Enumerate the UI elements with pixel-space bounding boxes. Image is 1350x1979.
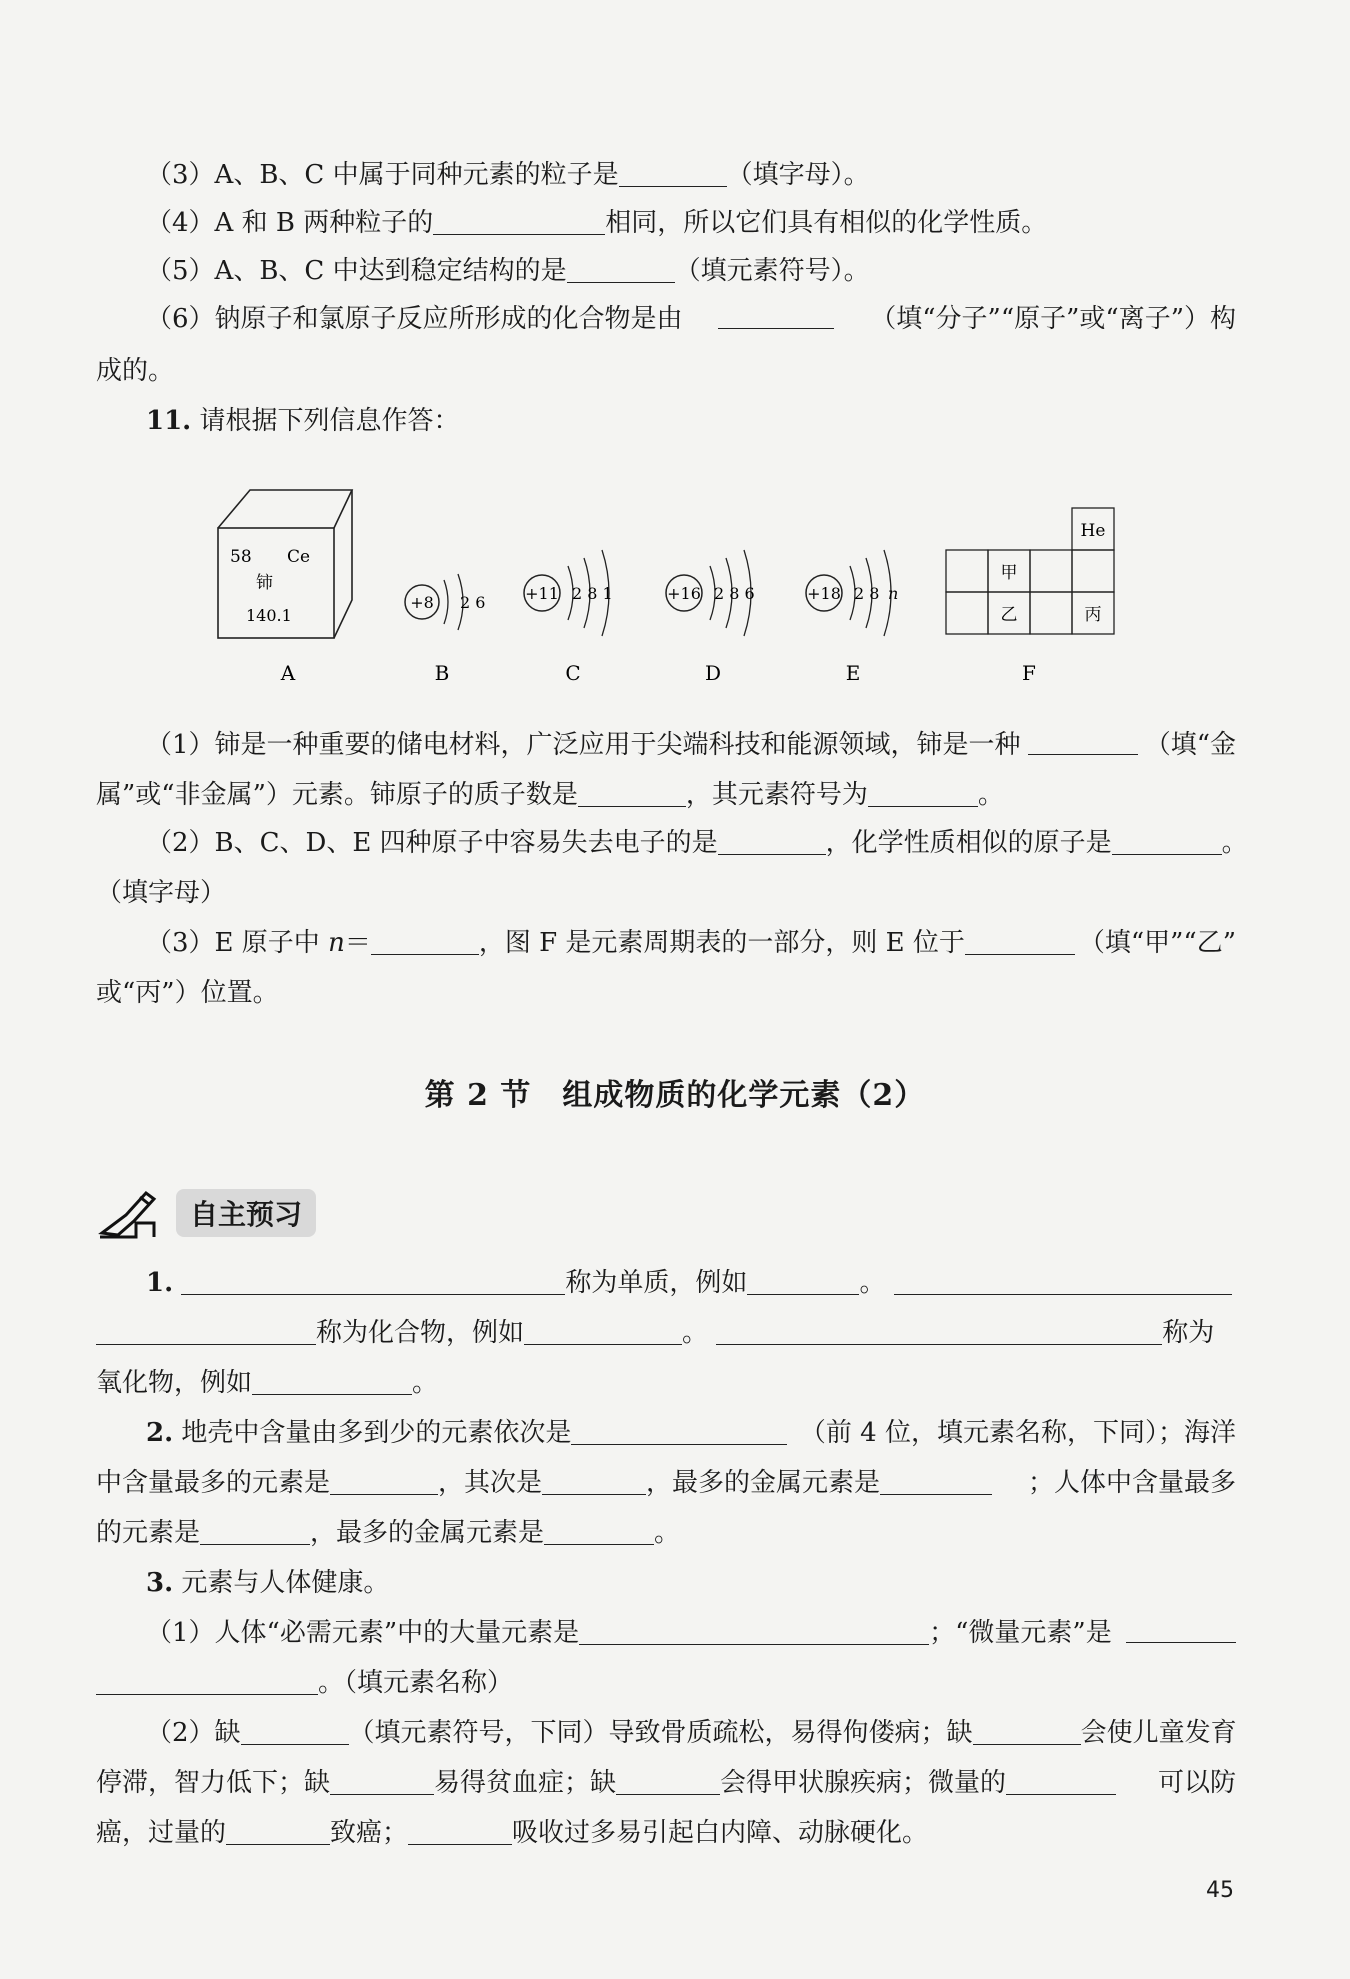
- answer-blank[interactable]: [330, 1768, 434, 1795]
- atomic-mass: 140.1: [246, 606, 292, 625]
- caption-a: A: [280, 661, 296, 685]
- answer-blank[interactable]: [1028, 728, 1138, 755]
- atom-diagram-c: [524, 550, 613, 636]
- answer-blank[interactable]: [96, 1318, 316, 1345]
- q11-part-3-cont: 或“丙”）位置。: [96, 978, 279, 1008]
- s3-part-2-cont2: 癌，过量的 致癌； 吸收过多易引起白内障、动脉硬化。: [96, 1818, 929, 1848]
- answer-blank[interactable]: [578, 780, 686, 807]
- electron-shells: 2 8 1: [572, 584, 613, 603]
- cerium-element-cube: [218, 490, 352, 638]
- answer-blank[interactable]: [579, 1618, 929, 1645]
- q10-line-5: （5）A、B、C 中达到稳定结构的是 （填元素符号）。: [146, 256, 870, 286]
- answer-blank[interactable]: [616, 1768, 720, 1795]
- caption-c: C: [565, 661, 581, 685]
- answer-blank[interactable]: [718, 828, 826, 855]
- section-title: 第 2 节 组成物质的化学元素（2）: [424, 1078, 926, 1113]
- cell-yi: 乙: [1000, 605, 1018, 625]
- atomic-number: 58: [230, 547, 252, 567]
- cell-jia: 甲: [1000, 563, 1018, 583]
- electron-shells: 2 8: [854, 584, 880, 603]
- q11-part-3: （3）E 原子中 n＝ ，图 F 是元素周期表的一部分，则 E 位于 （填“甲”“乙”: [146, 928, 1236, 958]
- answer-blank[interactable]: [200, 1518, 310, 1545]
- writing-hand-icon: [96, 1185, 166, 1241]
- atom-diagram-d: [666, 550, 755, 636]
- q10-line-6-cont: 成的。: [96, 356, 175, 386]
- q11-part-2-cont: （填字母）: [96, 878, 227, 908]
- answer-blank[interactable]: [1126, 1616, 1236, 1643]
- answer-blank[interactable]: [96, 1668, 318, 1695]
- q11-figure: [200, 480, 1150, 700]
- answer-blank[interactable]: [371, 928, 479, 955]
- periodic-table-fragment: [946, 508, 1114, 634]
- electron-shells: 2 6: [460, 593, 486, 612]
- answer-blank[interactable]: [973, 1718, 1081, 1745]
- atom-diagram-e: [806, 550, 898, 636]
- caption-e: E: [845, 661, 861, 685]
- answer-blank[interactable]: [718, 302, 834, 329]
- answer-blank[interactable]: [894, 1268, 1232, 1295]
- element-symbol: Ce: [287, 547, 311, 567]
- answer-blank[interactable]: [408, 1818, 512, 1845]
- s3-part-1: （1）人体“必需元素”中的大量元素是 ；“微量元素”是: [96, 1616, 1236, 1650]
- s3-part-1-cont: 。（填元素名称）: [96, 1666, 1236, 1700]
- answer-blank[interactable]: [619, 160, 727, 187]
- caption-f: F: [1022, 661, 1036, 685]
- nucleus-charge: +11: [525, 584, 559, 603]
- variable-n: n: [888, 584, 899, 603]
- answer-blank[interactable]: [880, 1468, 992, 1495]
- nucleus-charge: +18: [807, 584, 841, 603]
- q10-line-6: （6）钠原子和氯原子反应所形成的化合物是由 （填“分子”“原子”或“离子”）构: [146, 304, 1236, 334]
- answer-blank[interactable]: [524, 1318, 682, 1345]
- answer-blank[interactable]: [868, 780, 978, 807]
- answer-blank[interactable]: [330, 1468, 438, 1495]
- nucleus-charge: +16: [667, 584, 701, 603]
- s3-part-2: （2）缺 （填元素符号，下同）导致骨质疏松，易得佝偻病；缺 会使儿童发育: [146, 1718, 1237, 1748]
- atom-diagram-b: [405, 574, 485, 630]
- answer-blank[interactable]: [965, 928, 1075, 955]
- answer-blank[interactable]: [567, 256, 675, 283]
- cell-bing: 丙: [1084, 605, 1102, 625]
- answer-blank[interactable]: [747, 1268, 859, 1295]
- nucleus-charge: +8: [410, 593, 434, 612]
- answer-blank[interactable]: [716, 1318, 1162, 1345]
- s3-stem: 3. 元素与人体健康。: [146, 1568, 390, 1598]
- answer-blank[interactable]: [226, 1818, 330, 1845]
- s2-line-3: 的元素是 ，最多的金属元素是 。: [96, 1518, 681, 1548]
- electron-shells: 2 8 6: [714, 584, 755, 603]
- q11-stem: 11. 请根据下列信息作答：: [146, 406, 460, 436]
- answer-blank[interactable]: [252, 1368, 412, 1395]
- caption-b: B: [434, 661, 450, 685]
- q10-line-4: （4）A 和 B 两种粒子的 相同，所以它们具有相似的化学性质。: [146, 208, 1048, 238]
- q11-part-2: （2）B、C、D、E 四种原子中容易失去电子的是 ，化学性质相似的原子是 。: [146, 828, 1248, 858]
- q10-line-3: （3）A、B、C 中属于同种元素的粒子是 （填字母）。: [146, 160, 870, 190]
- s1-line-3: 氧化物，例如 。: [96, 1368, 439, 1398]
- q11-part-1-cont: 属”或“非金属”）元素。铈原子的质子数是 ，其元素符号为 。: [96, 780, 1004, 810]
- caption-d: D: [704, 661, 722, 685]
- s1-line-1: 1. 称为单质，例如 。: [96, 1266, 1236, 1300]
- cell-he: He: [1080, 521, 1106, 541]
- answer-blank[interactable]: [241, 1718, 349, 1745]
- s2-line-2: 中含量最多的元素是 ，其次是 ，最多的金属元素是 ；人体中含量最多: [96, 1468, 1236, 1498]
- s2-line-1: 2. 地壳中含量由多到少的元素依次是 （前 4 位，填元素名称，下同）；海洋: [146, 1418, 1236, 1448]
- element-name: 铈: [256, 573, 273, 593]
- preview-label: 自主预习: [176, 1189, 316, 1237]
- preview-header: [96, 1185, 316, 1241]
- answer-blank[interactable]: [433, 208, 605, 235]
- answer-blank[interactable]: [542, 1468, 646, 1495]
- answer-blank[interactable]: [1006, 1768, 1116, 1795]
- answer-blank[interactable]: [1112, 828, 1222, 855]
- answer-blank[interactable]: [571, 1418, 787, 1445]
- answer-blank[interactable]: [544, 1518, 654, 1545]
- q11-part-1: （1）铈是一种重要的储电材料，广泛应用于尖端科技和能源领域，铈是一种 （填“金: [146, 730, 1236, 760]
- answer-blank[interactable]: [181, 1268, 565, 1295]
- s1-line-2: 称为化合物，例如 。 称为: [96, 1316, 1236, 1350]
- s3-part-2-cont: 停滞，智力低下；缺 易得贫血症；缺 会得甲状腺疾病；微量的 可以防: [96, 1768, 1236, 1798]
- page-number: 45: [1206, 1878, 1234, 1903]
